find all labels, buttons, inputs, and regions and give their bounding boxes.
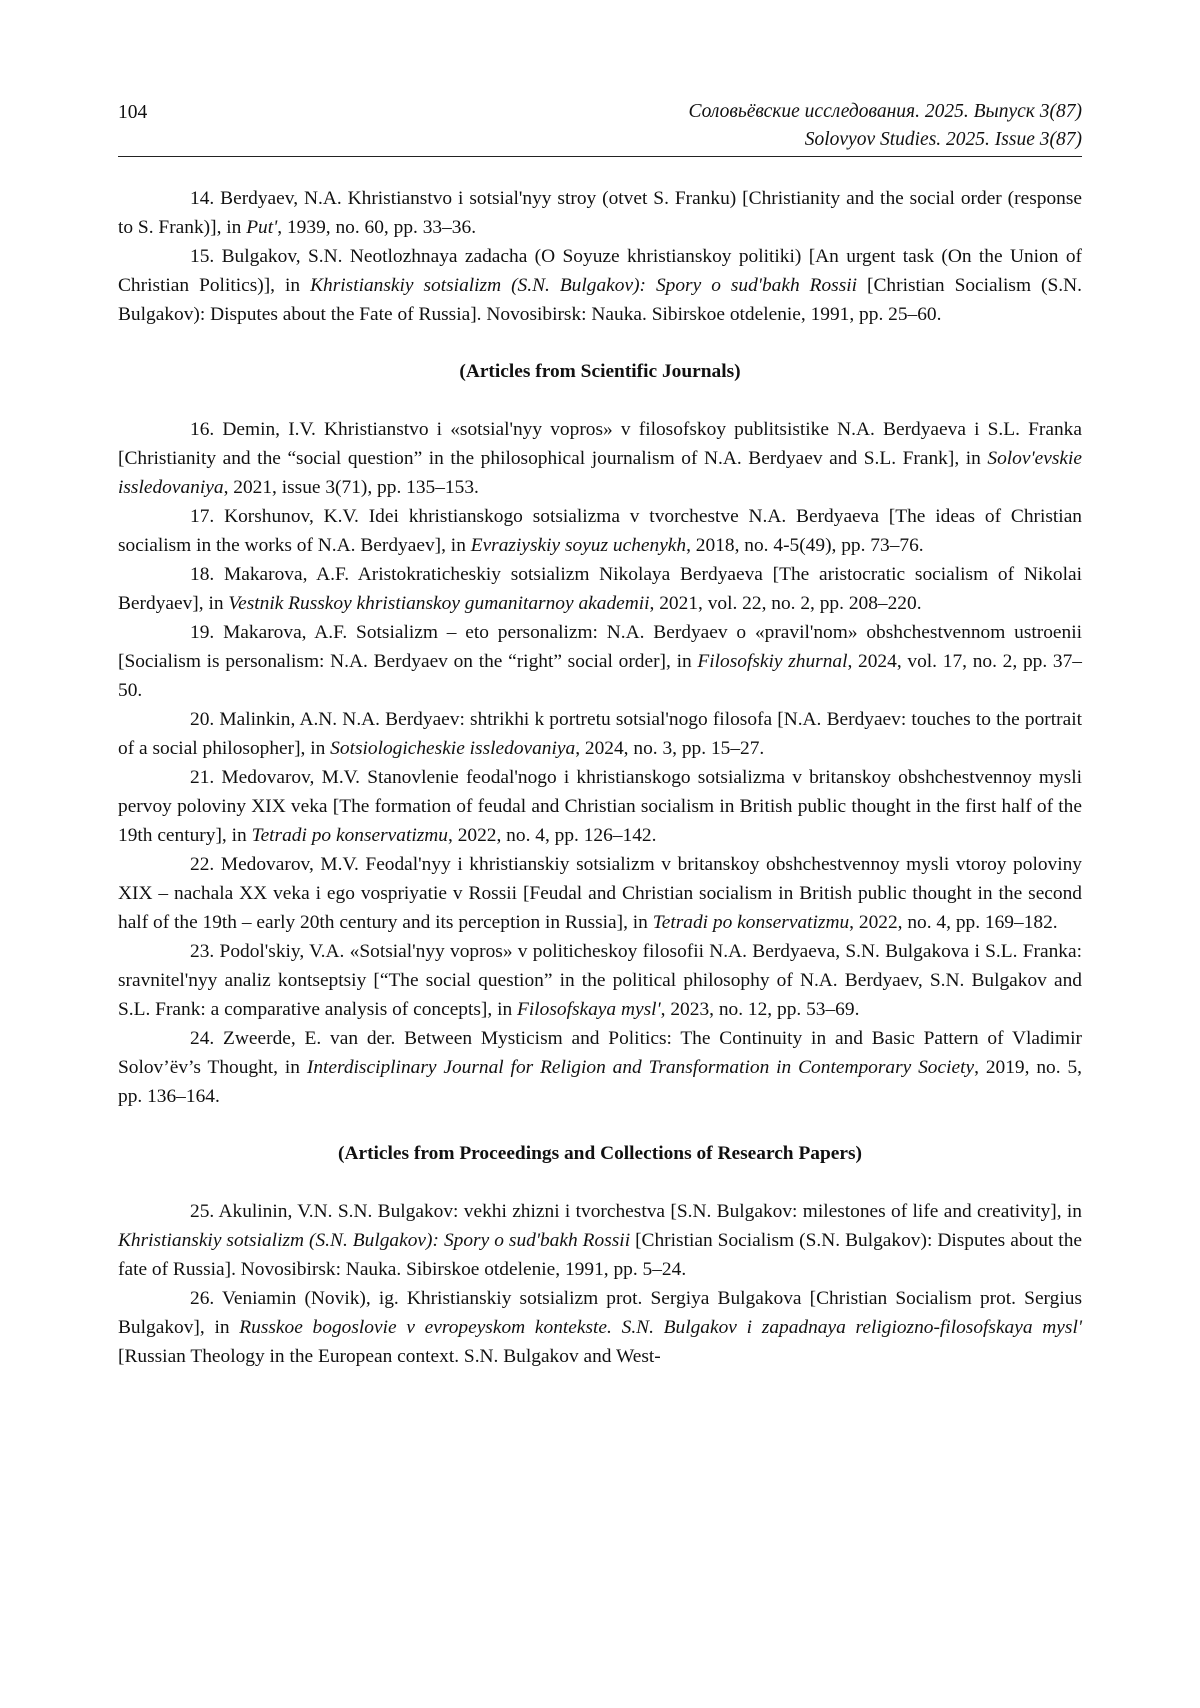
reference-text: 24. Zweerde, E. van der. Between Mysticism and Politics: The Continuity in and Basic Pattern of Vladimir Solov’ëv’s Thought, in xyxy=(118,1028,1082,1078)
reference-details: [Christian Socialism (S.N. Bulgakov): Disputes about the Fate of Russia]. Novosibirsk: Nauka. Sibirskoe otdelenie, 1991, pp. 25–60. xyxy=(118,275,1082,325)
reference-text: 18. Makarova, A.F. Aristokraticheskiy sotsializm Nikolaya Berdyaeva [The aristocratic socialism of Nikolai Berdyaev], in xyxy=(118,564,1082,614)
reference-item xyxy=(118,1024,1082,1111)
reference-source: Evraziyskiy soyuz uchenykh xyxy=(470,535,687,556)
reference-source: Tetradi po konservatizmu xyxy=(652,912,850,933)
reference-source: Russkoe bogoslovie v evropeyskom kontekste. S.N. Bulgakov i zapadnaya religiozno-filosofskaya mysl' xyxy=(239,1317,1082,1338)
document-page xyxy=(118,96,1082,1367)
reference-text: 19. Makarova, A.F. Sotsializm – eto personalizm: N.A. Berdyaev o «pravil'nom» obshchestvennom ustroenii [Socialism is personalism: N.A. Berdyaev on the “right” social order], in xyxy=(118,622,1082,672)
reference-details: , 2018, no. 4-5(49), pp. 73–76. xyxy=(686,535,924,556)
reference-text: 23. Podol'skiy, V.A. «Sotsial'nyy vopros» v politicheskoy filosofii N.A. Berdyaeva, S.N. Bulgakova i S.L. Franka: sravnitel'nyy analiz kontseptsiy [“The social question” in the political philosophy of N.A. Berdyaev, S.N. Bulgakov and S.L. Frank: a comparative analysis of concepts], in xyxy=(118,941,1082,1020)
reference-details: , 2022, no. 4, pp. 169–182. xyxy=(849,912,1058,933)
page-number: 104 xyxy=(118,102,148,123)
reference-details: , 1939, no. 60, pp. 33–36. xyxy=(277,217,477,238)
page-header xyxy=(118,96,1082,154)
reference-source: Filosofskaya mysl' xyxy=(517,999,661,1020)
reference-text: 20. Malinkin, A.N. N.A. Berdyaev: shtrikhi k portretu sotsial'nogo filosofa [N.A. Berdyaev: touches to the portrait of a social philosopher], in xyxy=(118,709,1082,759)
reference-source: Put' xyxy=(246,217,278,238)
reference-details: , 2024, vol. 17, no. 2, pp. 37–50. xyxy=(118,651,1082,701)
running-title xyxy=(689,98,1082,154)
reference-text: 17. Korshunov, K.V. Idei khristianskogo sotsializma v tvorchestve N.A. Berdyaeva [The ideas of Christian socialism in the works of N.A. Berdyaev], in xyxy=(118,506,1082,556)
reference-details: , 2021, issue 3(71), pp. 135–153. xyxy=(223,477,479,498)
reference-item xyxy=(118,1197,1082,1284)
reference-text: 22. Medovarov, M.V. Feodal'nyy i khristianskiy sotsializm v britanskoy obshchestvennoy mysli vtoroy poloviny XIX – nachala XX veka i ego vospriyatie v Rossii [Feudal and Christian socialism in British public thought in the second half of the 19th – early 20th century and its perception in Russia], in xyxy=(118,854,1082,933)
reference-item xyxy=(118,618,1082,705)
reference-source: Tetradi po konservatizmu xyxy=(251,825,448,846)
section-heading-proceedings: (Articles from Proceedings and Collections of Research Papers) xyxy=(338,1143,862,1164)
reference-details: , 2022, no. 4, pp. 126–142. xyxy=(448,825,657,846)
reference-details: , 2021, vol. 22, no. 2, pp. 208–220. xyxy=(649,593,922,614)
reference-item xyxy=(118,705,1082,763)
journal-title-ru: Соловьёвские исследования. 2025. Выпуск 3(87) xyxy=(688,101,1082,122)
reference-item xyxy=(118,242,1082,329)
reference-details: , 2024, no. 3, pp. 15–27. xyxy=(575,738,765,759)
reference-item xyxy=(118,850,1082,937)
references-list xyxy=(118,184,1082,1371)
reference-source: Sotsiologicheskie issledovaniya xyxy=(330,738,576,759)
header-rule xyxy=(118,156,1082,157)
reference-item xyxy=(118,560,1082,618)
reference-details: [Christian Socialism (S.N. Bulgakov): Disputes about the fate of Russia]. Novosibirsk: Nauka. Sibirskoe otdelenie, 1991, pp. 5–24. xyxy=(118,1230,1082,1280)
reference-text: 14. Berdyaev, N.A. Khristianstvo i sotsial'nyy stroy (otvet S. Franku) [Christianity and the social order (response to S. Frank)], in xyxy=(118,188,1082,238)
reference-source: Khristianskiy sotsializm (S.N. Bulgakov): Spory o sud'bakh Rossii xyxy=(118,1230,631,1251)
reference-source: Interdisciplinary Journal for Religion and Transformation in Contemporary Society xyxy=(306,1057,975,1078)
reference-item xyxy=(118,763,1082,850)
reference-details: [Russian Theology in the European context. S.N. Bulgakov and West- xyxy=(118,1346,661,1367)
reference-source: Vestnik Russkoy khristianskoy gumanitarnoy akademii xyxy=(228,593,650,614)
reference-text: 26. Veniamin (Novik), ig. Khristianskiy sotsializm prot. Sergiya Bulgakova [Christian Socialism prot. Sergius Bulgakov], in xyxy=(118,1288,1082,1338)
section-heading-journals: (Articles from Scientific Journals) xyxy=(459,361,741,382)
reference-details: , 2019, no. 5, pp. 136–164. xyxy=(118,1057,1082,1107)
reference-text: 25. Akulinin, V.N. S.N. Bulgakov: vekhi zhizni i tvorchestva [S.N. Bulgakov: milestones of life and creativity], in xyxy=(190,1201,1082,1222)
reference-source: Filosofskiy zhurnal xyxy=(697,651,848,672)
reference-item xyxy=(118,1284,1082,1371)
reference-item xyxy=(118,937,1082,1024)
reference-item xyxy=(118,184,1082,242)
reference-details: , 2023, no. 12, pp. 53–69. xyxy=(660,999,860,1020)
reference-item xyxy=(118,415,1082,502)
reference-text: 15. Bulgakov, S.N. Neotlozhnaya zadacha (O Soyuze khristianskoy politiki) [An urgent task (On the Union of Christian Politics)], in xyxy=(118,246,1082,296)
reference-source: Khristianskiy sotsializm (S.N. Bulgakov): Spory o sud'bakh Rossii xyxy=(310,275,858,296)
reference-source: Solov'evskie issledovaniya xyxy=(118,448,1082,498)
reference-text: 21. Medovarov, M.V. Stanovlenie feodal'nogo i khristianskogo sotsializma v britanskoy obshchestvennoy mysli pervoy poloviny XIX veka [The formation of feudal and Christian socialism in British public thought in the first half of the 19th century], in xyxy=(118,767,1082,846)
reference-item xyxy=(118,502,1082,560)
reference-text: 16. Demin, I.V. Khristianstvo i «sotsial'nyy vopros» v filosofskoy publitsistike N.A. Berdyaeva i S.L. Franka [Christianity and the “social question” in the philosophical journalism of N.A. Berdyaev and S.L. Frank], in xyxy=(118,419,1082,469)
journal-title-en: Solovyov Studies. 2025. Issue 3(87) xyxy=(804,129,1082,150)
